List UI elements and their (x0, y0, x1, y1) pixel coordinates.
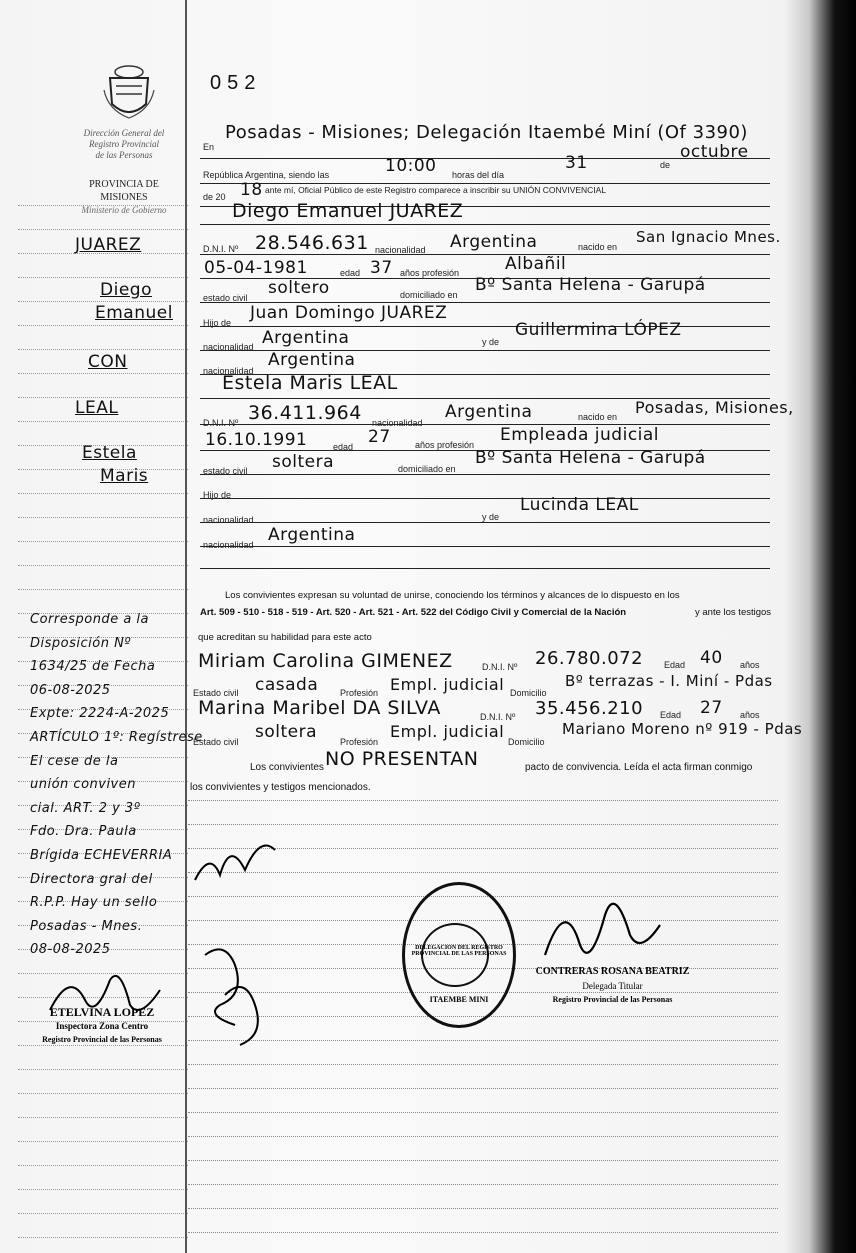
person1-yde-label: y de (482, 337, 500, 347)
margin-note-line: Expte: 2224-A-2025 (30, 706, 170, 722)
margin-note-line: Directora gral del (30, 871, 153, 887)
witness2-dni-label: D.N.I. Nº (480, 712, 516, 722)
form-line (200, 224, 770, 225)
hour-value: 10:00 (385, 156, 437, 176)
person1-dni: 28.546.631 (255, 232, 369, 254)
place-value: Posadas - Misiones; Delegación Itaembé Miní (Of 3390) (225, 122, 748, 143)
left-stamp-name: ETELVINA LOPEZ (49, 1005, 155, 1019)
person1-hijo-label: Hijo de (203, 318, 232, 328)
person2-civil: soltera (272, 452, 335, 472)
left-stamp-org: Registro Provincial de las Personas (42, 1035, 162, 1044)
person1-anos-label: años profesión (400, 268, 460, 278)
person1-age: 37 (370, 258, 393, 278)
witness1-age: 40 (700, 648, 723, 668)
margin-leal: LEAL (75, 398, 119, 418)
margin-rule-line (18, 1117, 188, 1118)
right-stamp-org: Registro Provincial de las Personas (552, 995, 673, 1004)
form-line (200, 568, 770, 569)
person1-birthplace: San Ignacio Mnes. (636, 228, 781, 246)
margin-rule-line (18, 229, 188, 230)
form-line (200, 546, 770, 547)
margin-note-line: cial. ART. 2 y 3º (30, 800, 141, 816)
witness1-name: Miriam Carolina GIMENEZ (198, 650, 453, 672)
person1-mother: Guillermina LÓPEZ (515, 320, 682, 340)
form-line (200, 424, 770, 425)
declaration-line-3: que acreditan su habilidad para este acto (198, 632, 372, 643)
margin-rule-line (18, 349, 188, 350)
witness1-edad-label: Edad (664, 660, 686, 670)
margin-note-line: Fdo. Dra. Paula (30, 824, 137, 840)
blank-line (188, 824, 778, 825)
left-stamp-title: Inspectora Zona Centro (55, 1021, 149, 1031)
de-label: de (660, 160, 671, 170)
office-line-3: de las Personas (95, 150, 153, 160)
blank-line (188, 1160, 778, 1161)
margin-note-line: 06-08-2025 (30, 682, 111, 698)
person1-edad-label: edad (340, 268, 361, 278)
initial-signature (190, 830, 280, 890)
person2-dom-label: domiciliado en (398, 464, 456, 474)
margin-rule-line (18, 541, 188, 542)
witness2-age: 27 (700, 698, 723, 718)
person1-name: Diego Emanuel JUAREZ (232, 200, 464, 222)
margin-rule-line (18, 421, 188, 422)
witness2-civil: soltera (255, 722, 318, 742)
province-title-2: MISIONES (100, 192, 148, 203)
person2-nacido-label: nacido en (578, 412, 618, 422)
witness2-profession: Empl. judicial (390, 722, 505, 741)
blank-line (188, 1112, 778, 1113)
pact-value: NO PRESENTAN (325, 748, 479, 770)
person2-mother: Lucinda LEAL (520, 495, 639, 515)
person1-nacido-label: nacido en (578, 242, 618, 252)
witness2-civil-label: Estado civil (193, 737, 239, 747)
declaration-line-2: Art. 509 - 510 - 518 - 519 - Art. 520 - Art. 521 - Art. 522 del Código Civil y Comercial de la Nación (200, 607, 627, 618)
margin-diego: Diego (100, 280, 152, 300)
round-stamp-inner: ITAEMBE MINI (429, 995, 489, 1004)
margin-note-line: ARTÍCULO 1º: Regístrese (30, 729, 203, 745)
person2-profession: Empleada judicial (500, 425, 660, 445)
margin-maris: Maris (100, 466, 149, 486)
year-value: 18 (240, 180, 263, 200)
pact-label: Los convivientes (250, 762, 324, 773)
person1-civil: soltero (268, 278, 330, 298)
margin-rule-line (18, 493, 188, 494)
blank-line (188, 800, 778, 801)
en-label: En (203, 142, 215, 152)
margin-note-line: Disposición Nº (30, 635, 131, 651)
margin-note-line: Posadas - Mnes. (30, 918, 143, 934)
witness1-profession: Empl. judicial (390, 675, 505, 694)
margin-con: CON (88, 352, 128, 372)
person2-age: 27 (368, 427, 391, 447)
form-line (200, 498, 770, 499)
month-value: octubre (680, 142, 749, 162)
person2-yde-label: y de (482, 512, 500, 522)
margin-rule-line (18, 373, 188, 374)
margin-rule-line (18, 1141, 188, 1142)
ministry-label: Ministerio de Gobierno (81, 205, 167, 215)
margin-juarez: JUAREZ (75, 235, 142, 255)
province-title: PROVINCIA DE (89, 179, 159, 190)
republica-label: República Argentina, siendo las (203, 170, 330, 180)
round-stamp-text: DELEGACION DEL REGISTRO PROVINCIAL DE LAS PERSONAS (411, 945, 507, 957)
person1-father: Juan Domingo JUAREZ (250, 303, 448, 323)
margin-note-line: 08-08-2025 (30, 942, 111, 958)
margin-rule-line (18, 1237, 188, 1238)
margin-rule-line (18, 1189, 188, 1190)
blank-line (188, 1232, 778, 1233)
person1-civil-label: estado civil (203, 293, 248, 303)
blank-line (188, 1088, 778, 1089)
witness2-dni: 35.456.210 (535, 698, 644, 719)
person2-anos-label: años profesión (415, 440, 475, 450)
margin-rule-line (18, 301, 188, 302)
round-official-stamp (402, 882, 516, 1028)
person1-nationality: Argentina (450, 232, 538, 252)
coat-of-arms-icon (100, 60, 158, 122)
person2-mother-nat: Argentina (268, 525, 356, 545)
margin-rule-line (18, 277, 188, 278)
blank-line (188, 1064, 778, 1065)
right-stamp-name: CONTRERAS ROSANA BEATRIZ (535, 966, 690, 977)
form-line (200, 254, 770, 255)
margin-note-line: Corresponde a la (30, 612, 149, 627)
witness1-dom-label: Domicilio (510, 688, 547, 698)
horas-label: horas del día (452, 170, 505, 180)
witness1-prof-label: Profesión (340, 688, 379, 698)
margin-rule-line (18, 1165, 188, 1166)
person2-dni: 36.411.964 (248, 402, 362, 424)
margin-rule-line (18, 1093, 188, 1094)
inspector-signature (40, 960, 180, 1030)
witness1-civil: casada (255, 675, 319, 695)
convivientes-signatures (195, 935, 285, 1055)
person1-mother-nat: Argentina (268, 350, 356, 370)
person2-name: Estela Maris LEAL (222, 372, 398, 394)
margin-note-line: Brígida ECHEVERRIA (30, 847, 173, 863)
person1-dni-label: D.N.I. Nº (203, 244, 239, 254)
person1-address: Bº Santa Helena - Garupá (475, 275, 706, 295)
person2-birthdate: 16.10.1991 (205, 430, 308, 450)
witness2-name: Marina Maribel DA SILVA (198, 697, 441, 719)
person2-dni-label: D.N.I. Nº (203, 418, 239, 428)
person1-father-nat-label: nacionalidad (203, 342, 254, 352)
delegate-signature (535, 885, 665, 975)
declaration-line-1: Los convivientes expresan su voluntad de unirse, conociendo los términos y alcances de lo dispuesto en los (225, 590, 680, 601)
witness1-anos: años (740, 660, 760, 670)
margin-rule-line (18, 565, 188, 566)
person1-dom-label: domiciliado en (400, 290, 458, 300)
margin-disposition-note (30, 608, 203, 962)
declaration-line-2b: y ante los testigos (695, 607, 772, 618)
margin-rule-line (18, 325, 188, 326)
form-line (200, 326, 770, 327)
person2-nationality: Argentina (445, 402, 533, 422)
form-line (200, 474, 770, 475)
margin-estela: Estela (82, 443, 137, 463)
year-prefix: de 20 (203, 192, 226, 202)
margin-note-line: unión conviven (30, 777, 136, 793)
person1-birthdate: 05-04-1981 (204, 258, 308, 278)
witness1-dni: 26.780.072 (535, 648, 644, 669)
person2-edad-label: edad (333, 442, 354, 452)
person2-father-nat-label: nacionalidad (203, 515, 254, 525)
person1-father-nat: Argentina (262, 328, 350, 348)
person2-hijo-label: Hijo de (203, 490, 232, 500)
witness1-address: Bº terrazas - I. Miní - Pdas (565, 672, 773, 690)
person2-civil-label: estado civil (203, 466, 248, 476)
person1-profession: Albañil (505, 254, 567, 274)
office-line-2: Registro Provincial (88, 139, 160, 149)
witness2-prof-label: Profesión (340, 737, 379, 747)
day-value: 31 (565, 153, 588, 173)
page-edge-shadow (784, 0, 856, 1253)
person2-mother-nat-label: nacionalidad (203, 540, 254, 550)
person1-mother-nat-label: nacionalidad (203, 366, 254, 376)
act-number: 052 (210, 72, 262, 94)
pact-rest: pacto de convivencia. Leída el acta firman conmigo (525, 762, 753, 773)
right-stamp-title: Delegada Titular (582, 981, 643, 991)
margin-note-line: 1634/25 de Fecha (30, 659, 156, 675)
witness1-civil-label: Estado civil (193, 688, 239, 698)
witness2-anos: años (740, 710, 760, 720)
witness2-edad-label: Edad (660, 710, 682, 720)
person2-birthplace: Posadas, Misiones, (635, 398, 794, 417)
margin-rule-line (18, 517, 188, 518)
blank-line (188, 1184, 778, 1185)
blank-line (188, 1136, 778, 1137)
office-line-1: Dirección General del (83, 128, 165, 138)
margin-note-line: El cese de la (30, 753, 119, 769)
ante-text: ante mí, Oficial Público de este Registro comparece a inscribir su UNIÓN CONVIVENCIAL (265, 185, 607, 195)
form-line (200, 183, 770, 184)
pact-line-2: los convivientes y testigos mencionados. (190, 782, 371, 793)
margin-rule-line (18, 1069, 188, 1070)
person2-address: Bº Santa Helena - Garupá (475, 448, 706, 468)
witness2-dom-label: Domicilio (508, 737, 545, 747)
person2-nat-label: nacionalidad (372, 418, 423, 428)
witness2-address: Mariano Moreno nº 919 - Pdas (562, 720, 803, 738)
margin-emanuel: Emanuel (95, 303, 173, 323)
form-line (200, 522, 770, 523)
margin-rule-line (18, 1213, 188, 1214)
person1-nat-label: nacionalidad (375, 245, 426, 255)
witness1-dni-label: D.N.I. Nº (482, 662, 518, 672)
blank-line (188, 1208, 778, 1209)
margin-note-line: R.P.P. Hay un sello (30, 895, 158, 911)
margin-rule-line (18, 589, 188, 590)
